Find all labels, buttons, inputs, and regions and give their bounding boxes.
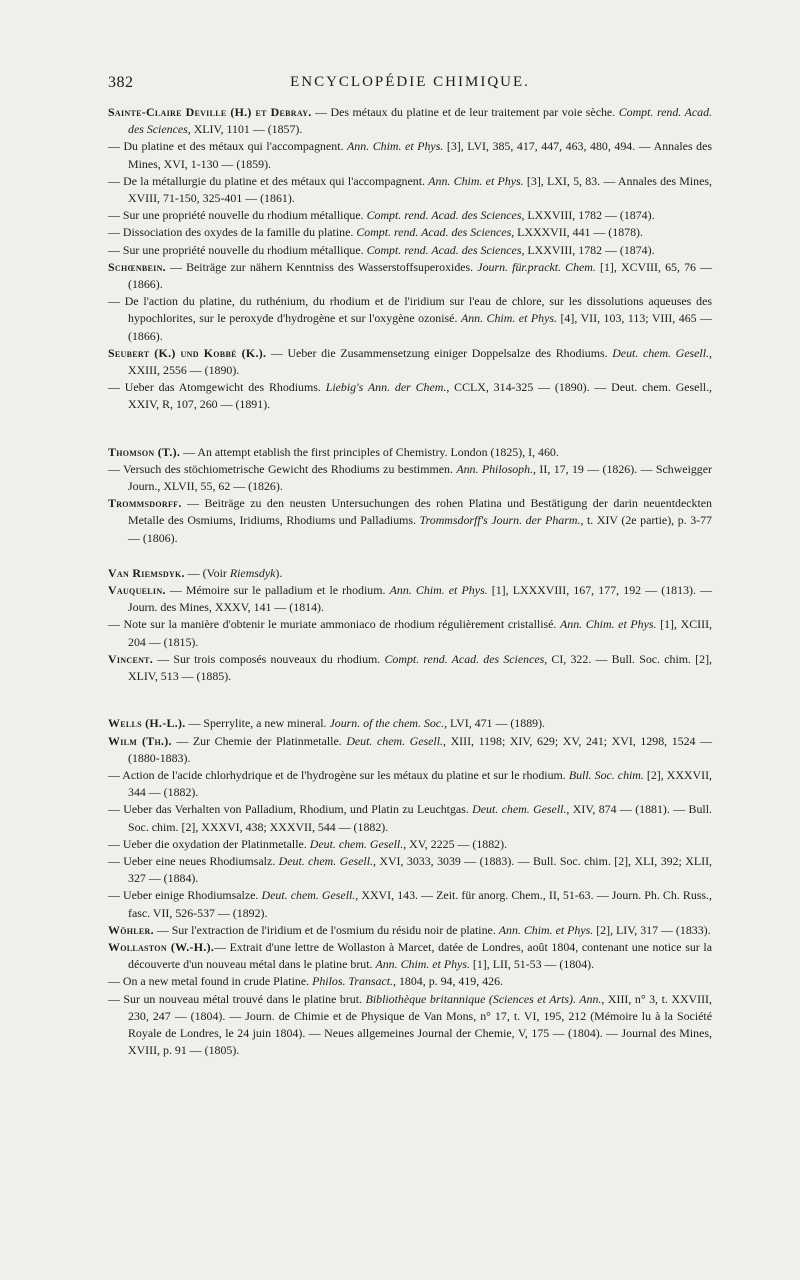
entry-tail: , XXVI, 143. — Zeit. für anorg. Chem., II, 51-63. — Journ. Ph. Ch. Russ., fasc. VII, 526-537 — (1892).: [128, 888, 712, 920]
entry-tail: , II, 17, 19 — (1826). — Schweigger Journ., XLVII, 55, 62 — (1826).: [128, 461, 712, 494]
entry-tail: [3], LXI, 5, 83. — Annales des Mines, XVIII, 71-150, 325-401 — (1861).: [128, 173, 712, 206]
entry-journal: Journ. für.prackt. Chem.: [477, 259, 596, 274]
entry-text: — Sur l'extraction de l'iridium et de l'osmium du résidu noir de platine.: [153, 922, 499, 937]
entry-author: Van Riemsdyk.: [108, 565, 185, 580]
page-number: 382: [108, 74, 134, 91]
bibliography-entry: [108, 991, 712, 1060]
bibliography-entry: [108, 836, 712, 853]
entry-text: — Beiträge zu den neusten Untersuchungen des rohen Platina und Bestätigung der darin neuentdeckten Metalle des Osmiums, Iridiums, Rhodiums und Palladiums.: [128, 496, 712, 528]
bibliography-entry: [108, 224, 712, 241]
entry-journal: Philos. Transact.: [312, 974, 394, 989]
entry-tail: [4], VII, 103, 113; VIII, 465 — (1866).: [128, 311, 713, 343]
entry-tail: [1], XCVIII, 65, 76 — (1866).: [128, 259, 712, 292]
bibliography-entry: [108, 242, 712, 259]
bibliography-entry: [108, 651, 712, 685]
entry-text: — Beiträge zur nähern Kenntniss des Wasserstoffsuperoxides.: [165, 259, 478, 274]
bibliography-entry: [108, 293, 712, 345]
entry-text: — Versuch des stöchiometrische Gewicht des Rhodiums zu bestimmen.: [108, 461, 457, 476]
entry-tail: [2], XXXVII, 344 — (1882).: [128, 767, 712, 800]
entry-text: — Ueber die oxydation der Platinmetalle.: [108, 836, 310, 851]
entry-journal: Deut. chem. Gesell.: [261, 888, 356, 903]
entry-tail: , 1804, p. 94, 419, 426.: [393, 974, 504, 989]
entry-journal: Compt. rend. Acad. des Sciences: [356, 225, 512, 240]
bibliography-entry: [108, 939, 712, 973]
entry-journal: Deut. chem. Gesell.: [278, 853, 373, 868]
entry-tail: , LVI, 471 — (1889).: [444, 716, 546, 731]
entry-tail: , XLIV, 1101 — (1857).: [187, 122, 303, 137]
bibliography-entry: [108, 767, 712, 801]
entry-text: — On a new metal found in crude Platine.: [108, 974, 313, 989]
entry-author: Wollaston (W.-H.).: [108, 939, 215, 954]
entry-author: Wells (H.-L.).: [108, 716, 186, 731]
entry-author: Thomson (T.).: [108, 444, 181, 459]
entry-journal: Compt. rend. Acad. des Sciences: [384, 651, 545, 666]
entry-journal: Bibliothèque britannique (Sciences et Arts). Ann.: [365, 991, 602, 1006]
entry-tail: [2], LIV, 317 — (1833).: [593, 922, 711, 937]
entry-text: — (Voir: [184, 565, 230, 580]
bibliography-entry: [108, 973, 712, 990]
entry-journal: Compt. rend. Acad. des Sciences: [366, 242, 522, 257]
entry-text: — Dissociation des oxydes de la famille du platine.: [108, 225, 357, 240]
entry-text: — Note sur la manière d'obtenir le muriate ammoniaco de rhodium régulièrement cristallisé.: [108, 617, 561, 632]
entry-text: — Du platine et des métaux qui l'accompagnent.: [108, 139, 348, 154]
bibliography-entry: [108, 733, 712, 767]
entry-tail: , XIII, n° 3, t. XXVIII, 230, 247 — (1804). — Journ. de Chimie et de Physique de Van Mons, n° 17, t. VI, 195, 212 (Mémoire lu à la Société Royale de Londres, le 24 juin 1804). — Neues allgemeines Journal der Chemie, V, 175 — (1804). — Journal des Mines, XVIII, p. 91 — (1805).: [128, 991, 712, 1058]
bibliography-entry: [108, 461, 712, 495]
entry-journal: Ann. Chim. et Phys.: [389, 583, 488, 598]
entry-journal: Journ. of the chem. Soc.: [329, 716, 445, 731]
bibliography-entry: [108, 616, 712, 650]
entry-author: Wöhler.: [108, 922, 154, 937]
entry-text: — De l'action du platine, du ruthénium, du rhodium et de l'iridium sur l'eau de chlore, sur les dissolutions aqueuses des hypochlorites, sur le peroxyde d'hydrogène et sur l'oxygène ozonisé.: [108, 294, 712, 326]
entry-tail: [1], XCIII, 204 — (1815).: [128, 617, 712, 649]
entry-group: [108, 444, 712, 547]
entry-tail: , CI, 322. — Bull. Soc. chim. [2], XLIV, 513 — (1885).: [128, 651, 713, 684]
entry-author: Trommsdorff.: [108, 496, 182, 511]
bibliography-entry: [108, 801, 712, 835]
bibliography-entry: [108, 582, 712, 616]
entry-tail: , LXXVIII, 1782 — (1874).: [521, 208, 655, 223]
entry-group: [108, 565, 712, 685]
bibliography-entry: [108, 345, 712, 379]
entry-journal: Riemsdyk: [229, 565, 276, 580]
entry-tail: , LXXXVII, 441 — (1878).: [511, 225, 643, 240]
entry-text: — Sur une propriété nouvelle du rhodium métallique.: [108, 242, 367, 257]
entry-journal: Bull. Soc. chim.: [568, 767, 644, 782]
entry-text: — Sperrylite, a new mineral.: [185, 716, 330, 731]
entry-tail: , XXIII, 2556 — (1890).: [128, 345, 712, 378]
entry-tail: , CCLX, 314-325 — (1890). — Deut. chem. Gesell., XXIV, R, 107, 260 — (1891).: [128, 380, 713, 412]
entry-text: — Action de l'acide chlorhydrique et de l'hydrogène sur les métaux du platine et sur le rhodium.: [108, 767, 569, 782]
bibliography-entry: [108, 565, 712, 582]
bibliography-entry: [108, 887, 712, 921]
running-title: ENCYCLOPÉDIE CHIMIQUE.: [290, 74, 530, 90]
entry-text: — De la métallurgie du platine et des métaux qui l'accompagnent.: [108, 173, 429, 188]
entry-tail: [3], LVI, 385, 417, 447, 463, 480, 494. — Annales des Mines, XVI, 1-130 — (1859).: [128, 139, 712, 171]
entry-journal: Ann. Chim. et Phys.: [560, 617, 657, 632]
entry-text: — Des métaux du platine et de leur traitement par voie sèche.: [311, 105, 619, 119]
entry-author: Seubert (K.) und Kobbé (K.).: [108, 345, 267, 360]
entry-author: Sainte-Claire Deville (H.) et Debray.: [108, 105, 312, 119]
bibliography-entry: [108, 379, 712, 413]
bibliography-entry: [108, 259, 712, 293]
bibliography-entry: [108, 444, 712, 461]
entry-journal: Liebig's Ann. der Chem.: [325, 380, 447, 395]
entry-journal: Ann. Philosoph.: [456, 461, 534, 476]
entry-journal: Trommsdorff's Journ. der Pharm.: [419, 513, 581, 528]
entry-author: Schœnbein.: [108, 259, 166, 274]
entry-text: — Extrait d'une lettre de Wollaston à Marcet, datée de Londres, août 1804, contenant une notice sur la découverte d'un nouveau métal dans le platine brut.: [128, 939, 713, 972]
page-header: [108, 74, 712, 96]
entry-text: — Zur Chemie der Platinmetalle.: [171, 733, 347, 748]
entry-journal: Compt. rend. Acad. des Sciences: [128, 105, 712, 137]
entry-group: [108, 104, 712, 414]
entry-tail: , XVI, 3033, 3039 — (1883). — Bull. Soc. chim. [2], XLI, 392; XLII, 327 — (1884).: [128, 853, 713, 886]
entry-tail: , XIII, 1198; XIV, 629; XV, 241; XVI, 1298, 1524 — (1880-1883).: [128, 733, 712, 765]
entry-journal: Ann. Chim. et Phys.: [347, 139, 444, 154]
entry-text: — Sur une propriété nouvelle du rhodium métallique.: [108, 208, 367, 223]
bibliography-entry: [108, 715, 712, 732]
entry-author: Vauquelin.: [108, 583, 166, 598]
entry-journal: Ann. Chim. et Phys.: [498, 922, 594, 937]
entry-text: — Sur trois composés nouveaux du rhodium.: [153, 651, 385, 666]
entry-text: — Ueber einige Rhodiumsalze.: [108, 888, 262, 903]
entry-journal: Deut. chem. Gesell.: [346, 733, 443, 748]
entry-journal: Compt. rend. Acad. des Sciences: [366, 208, 522, 223]
entry-tail: , XIV, 874 — (1881). — Bull. Soc. chim. [2], XXXVI, 438; XXXVII, 544 — (1882).: [128, 802, 712, 834]
entry-text: — Mémoire sur le palladium et le rhodium.: [165, 583, 390, 598]
entry-tail: ).: [275, 565, 283, 580]
entry-tail: , XV, 2225 — (1882).: [403, 836, 508, 851]
bibliography-entry: [108, 138, 712, 172]
bibliography-body: [108, 104, 712, 1059]
entry-tail: [1], LII, 51-53 — (1804).: [469, 957, 595, 972]
bibliography-entry: [108, 495, 712, 547]
entry-tail: , t. XIV (2e partie), p. 3-77 — (1806).: [128, 513, 712, 545]
entry-journal: Deut. chem. Gesell.: [309, 836, 404, 851]
entry-tail: , LXXVIII, 1782 — (1874).: [521, 242, 655, 257]
entry-text: — Ueber eine neues Rhodiumsalz.: [108, 853, 279, 868]
entry-journal: Ann. Chim. et Phys.: [375, 957, 470, 972]
entry-journal: Ann. Chim. et Phys.: [428, 173, 524, 188]
entry-tail: [1], LXXXVIII, 167, 177, 192 — (1813). — Journ. des Mines, XXXV, 141 — (1814).: [128, 583, 712, 615]
entry-text: — Sur un nouveau métal trouvé dans le platine brut.: [108, 991, 366, 1006]
entry-group: [108, 715, 712, 1059]
entry-author: Wilm (Th.).: [108, 733, 172, 748]
entry-journal: Deut. chem. Gesell.: [472, 802, 567, 817]
entry-text: — An attempt etablish the first principles of Chemistry. London (1825), I, 460.: [180, 444, 559, 459]
entry-text: — Ueber das Verhalten von Palladium, Rhodium, und Platin zu Leuchtgas.: [108, 802, 473, 817]
entry-journal: Deut. chem. Gesell.: [612, 345, 710, 360]
bibliography-entry: [108, 173, 712, 207]
bibliography-entry: [108, 207, 712, 224]
entry-author: Vincent.: [108, 651, 154, 666]
entry-text: — Ueber das Atomgewicht des Rhodiums.: [108, 380, 326, 395]
bibliography-entry: [108, 922, 712, 939]
bibliography-entry: [108, 853, 712, 887]
entry-text: — Ueber die Zusammensetzung einiger Doppelsalze des Rhodiums.: [266, 345, 613, 360]
bibliography-entry: [108, 104, 712, 138]
entry-journal: Ann. Chim. et Phys.: [460, 311, 557, 326]
